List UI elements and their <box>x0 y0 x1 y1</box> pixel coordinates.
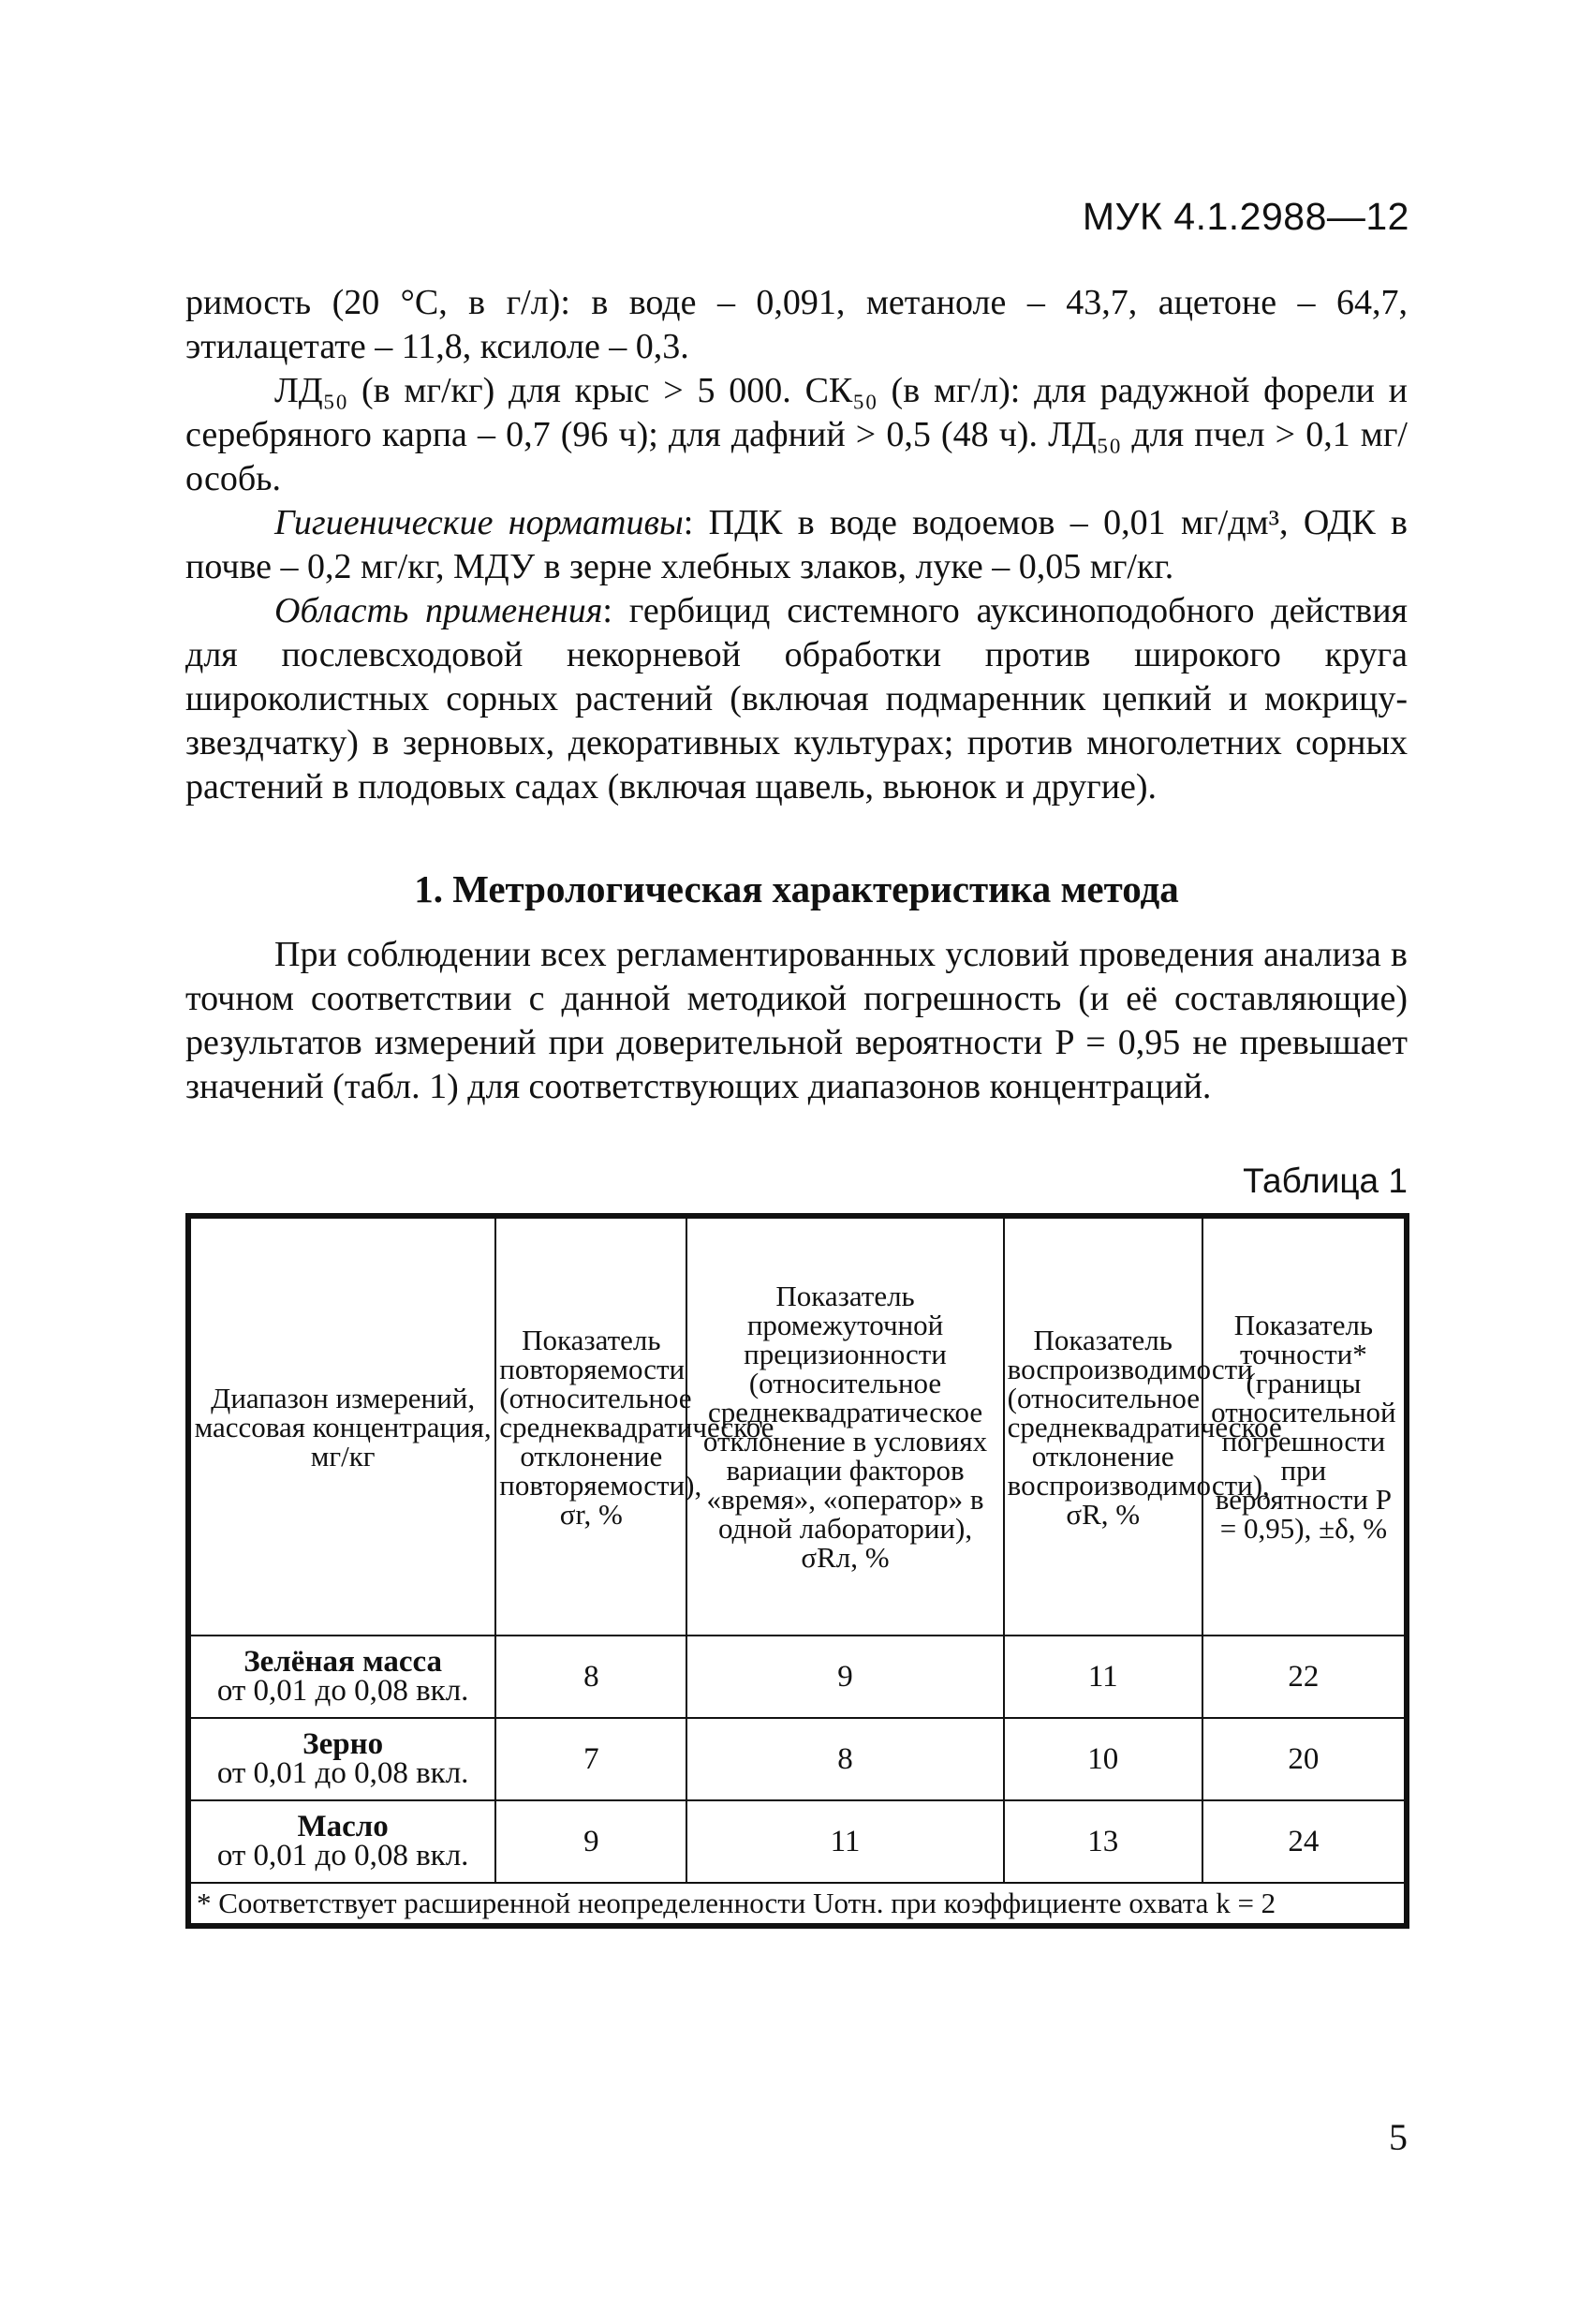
paragraph-application-area: Область применения: гербицид системного ауксиноподобного действия для послевсходовой некорневой обработки против широкого круга широколистных сорных растений (включая подмаренник цепкий и мокрицу-звездчатку) в зерновых, декоративных культурах; против многолетних сорных растений в плодовых садах (включая щавель, вьюнок и другие). <box>185 591 1409 807</box>
hygiene-norms-lead: Гигиенические нормативы <box>274 503 684 542</box>
row-label: Масло от 0,01 до 0,08 вкл. <box>190 1800 495 1883</box>
accuracy-value: 24 <box>1202 1800 1405 1883</box>
repeatability-value: 7 <box>495 1718 686 1800</box>
header-accuracy: Показатель точности* (границы относительной погрешности при вероятности P = 0,95), ±δ, % <box>1202 1218 1405 1636</box>
page-number: 5 <box>1389 2116 1408 2158</box>
intermediate-value: 9 <box>686 1636 1003 1718</box>
section-heading: 1. Метрологическая характеристика метода <box>414 867 1179 910</box>
metrology-table <box>185 1213 1409 1929</box>
document-code: МУК 4.1.2988—12 <box>1082 195 1409 238</box>
row-label: Зелёная масса от 0,01 до 0,08 вкл. <box>190 1636 495 1718</box>
reproducibility-value: 11 <box>1004 1636 1202 1718</box>
accuracy-value: 20 <box>1202 1718 1405 1800</box>
body-text <box>185 281 1408 809</box>
row-label: Зерно от 0,01 до 0,08 вкл. <box>190 1718 495 1800</box>
table-caption: Таблица 1 <box>1243 1162 1408 1200</box>
header-range: Диапазон измерений, массовая концентрация, мг/кг <box>190 1218 495 1636</box>
table-row <box>190 1636 1405 1718</box>
intermediate-value: 11 <box>686 1800 1003 1883</box>
header-repeatability: Показатель повторяемости (относительное среднеквадратическое отклонение повторяемости), σr, % <box>495 1218 686 1636</box>
table-row <box>190 1800 1405 1883</box>
paragraph-hygiene-norms: Гигиенические нормативы: ПДК в воде водоемов – 0,01 мг/дм³, ОДК в почве – 0,2 мг/кг, МДУ в зерне хлебных злаков, луке – 0,05 мг/кг. <box>185 503 1408 586</box>
intermediate-value: 8 <box>686 1718 1003 1800</box>
paragraph-solubility: римость (20 °C, в г/л): в воде – 0,091, метаноле – 43,7, ацетоне – 64,7, этилацетате – 11,8, ксилоле – 0,3. <box>185 283 1408 366</box>
reproducibility-value: 10 <box>1004 1718 1202 1800</box>
header-intermediate-precision: Показатель промежуточной прецизионности (относительное среднеквадратическое отклонение в условиях вариации факторов «время», «оператор» в одной лаборатории), σRл, % <box>686 1218 1003 1636</box>
table-footnote-row <box>190 1883 1405 1924</box>
table-header-row <box>190 1218 1405 1636</box>
repeatability-value: 9 <box>495 1800 686 1883</box>
table-row <box>190 1718 1405 1800</box>
application-area-lead: Область применения <box>274 591 603 630</box>
table-footnote: * Соответствует расширенной неопределенности Uотн. при коэффициенте охвата k = 2 <box>190 1883 1405 1924</box>
reproducibility-value: 13 <box>1004 1800 1202 1883</box>
paragraph-toxicity: ЛД₅₀ (в мг/кг) для крыс > 5 000. СК₅₀ (в мг/л): для радужной форели и серебряного карпа – 0,7 (96 ч); для дафний > 0,5 (48 ч). ЛД₅₀ для пчел > 0,1 мг/особь. <box>185 371 1408 498</box>
repeatability-value: 8 <box>495 1636 686 1718</box>
header-reproducibility: Показатель воспроизводимости (относительное среднеквадратическое отклонение воспроизводимости), σR, % <box>1004 1218 1202 1636</box>
section-intro: При соблюдении всех регламентированных условий проведения анализа в точном соответствии с данной методикой погрешность (и её составляющие) результатов измерений при доверительной вероятности P = 0,95 не превышает значений (табл. 1) для соответствующих диапазонов концентраций. <box>185 935 1408 1106</box>
accuracy-value: 22 <box>1202 1636 1405 1718</box>
